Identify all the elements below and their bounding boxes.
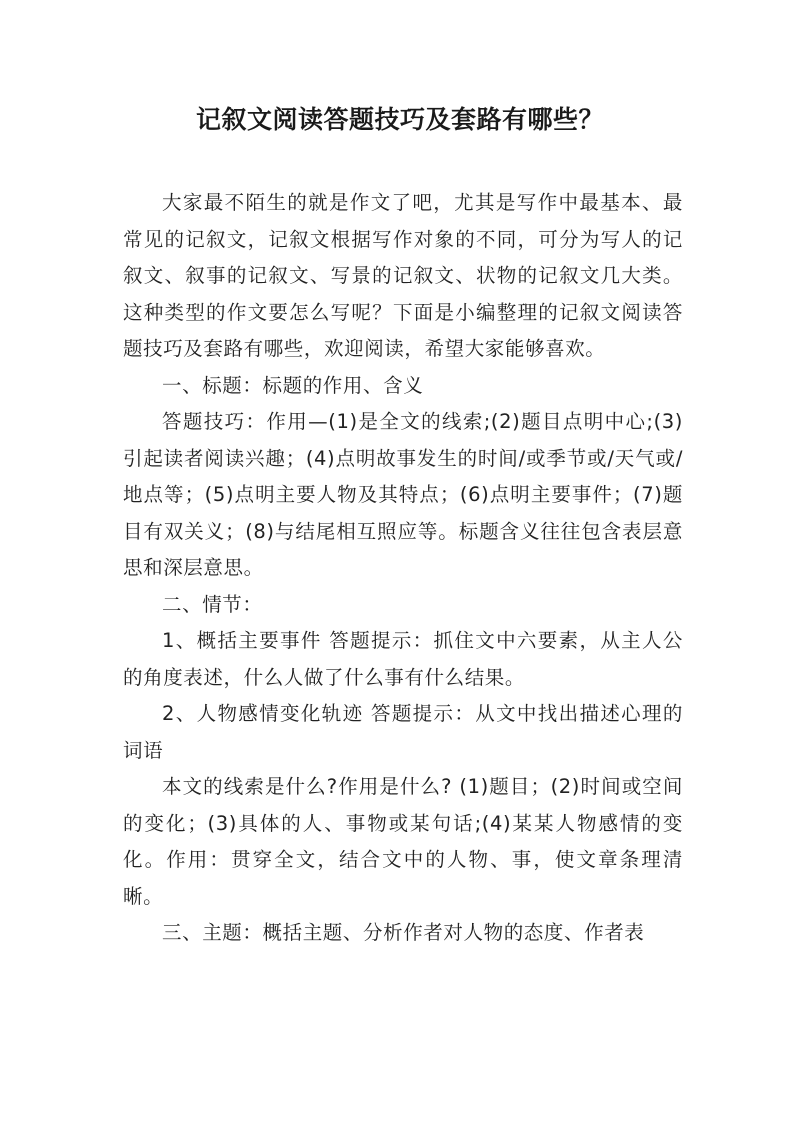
heading-section-3-theme: 三、主题：概括主题、分析作者对人物的态度、作者表 bbox=[162, 921, 645, 944]
document-body bbox=[123, 185, 683, 952]
paragraph-plot-events: 1、概括主要事件 答题提示：抓住文中六要素，从主人公的角度表述，什么人做了什么事有什么结果。 bbox=[123, 629, 683, 689]
heading-section-1-title: 一、标题：标题的作用、含义 bbox=[162, 373, 424, 397]
paragraph-intro: 大家最不陌生的就是作文了吧，尤其是写作中最基本、最常见的记叙文，记叙文根据写作对象的不同，可分为写人的记叙文、叙事的记叙文、写景的记叙文、状物的记叙文几大类。这种类型的作文要怎么写呢？下面是小编整理的记叙文阅读答题技巧及套路有哪些，欢迎阅读，希望大家能够喜欢。 bbox=[123, 191, 683, 360]
paragraph-plot-emotion: 2、人物感情变化轨迹 答题提示：从文中找出描述心理的词语 bbox=[123, 702, 683, 762]
paragraph-clue: 本文的线索是什么?作用是什么? (1)题目；(2)时间或空间的变化；(3)具体的人、事物或某句话;(4)某某人物感情的变化。作用：贯穿全文，结合文中的人物、事，使文章条理清晰。 bbox=[123, 775, 683, 908]
document-title: 记叙文阅读答题技巧及套路有哪些？ bbox=[195, 105, 604, 134]
paragraph-title-techniques: 答题技巧：作用—(1)是全文的线索;(2)题目点明中心;(3)引起读者阅读兴趣；(4)点明故事发生的时间/或季节或/天气或/地点等；(5)点明主要人物及其特点；(6)点明主要事件；(7)题目有双关义；(8)与结尾相互照应等。标题含义往往包含表层意思和深层意思。 bbox=[123, 410, 683, 579]
heading-section-2-plot: 二、情节： bbox=[162, 592, 263, 616]
